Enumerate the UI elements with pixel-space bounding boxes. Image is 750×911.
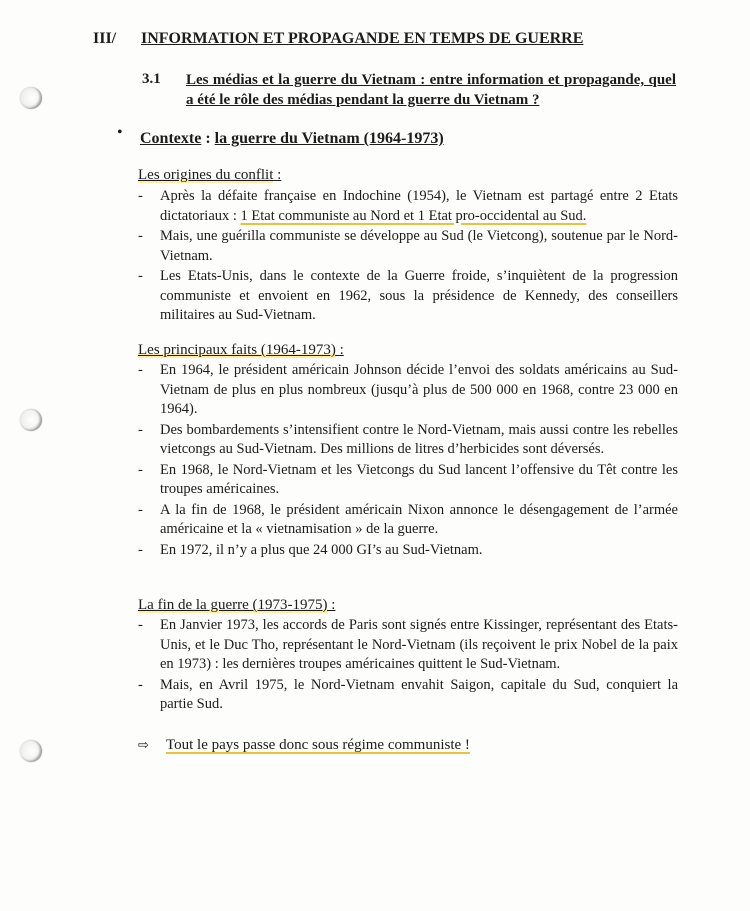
list-item: - A la fin de 1968, le président américain Nixon annonce le désengagement de l’armée américaine et la « vietnamisation » de la guerre. xyxy=(138,501,678,537)
subsection-number: 3.1 xyxy=(142,71,161,87)
list-item: - En Janvier 1973, les accords de Paris sont signés entre Kissinger, représentant des Etats-Unis, et le Duc Tho, représentant le Nord-Vietnam (ils reçoivent le prix Nobel de la paix en 1973) : les dernières troupes américaines quittent le Sud-Vietnam. xyxy=(138,617,678,672)
list-item: - En 1972, il n’y a plus que 24 000 GI’s au Sud-Vietnam. xyxy=(138,541,483,558)
context-bullet: • xyxy=(117,124,123,141)
context-title: la guerre du Vietnam (1964-1973) xyxy=(214,130,444,147)
end-list xyxy=(138,616,678,716)
facts-list xyxy=(138,361,678,561)
conclusion-line xyxy=(138,737,470,754)
origins-heading-text: Les origines du conflit xyxy=(138,167,274,183)
context-line xyxy=(140,130,444,148)
list-item: - En 1968, le Nord-Vietnam et les Vietcongs du Sud lancent l’offensive du Têt contre les troupes américaines. xyxy=(138,461,678,497)
list-item: - Mais, en Avril 1975, le Nord-Vietnam envahit Saigon, capitale du Sud, conquiert la partie Sud. xyxy=(138,676,678,712)
list-item: - En 1964, le président américain Johnson décide l’envoi des soldats américains au Sud-Vietnam de plus en plus nombreux (jusqu’à plus de 500 000 en 1968, contre 23 000 en 1964). xyxy=(138,362,678,417)
end-heading-text: La fin de la guerre (1973-1975) xyxy=(138,597,328,613)
section-title: INFORMATION ET PROPAGANDE EN TEMPS DE GUERRE xyxy=(141,30,584,47)
arrow-right-icon: ⇨ xyxy=(138,738,149,753)
origins-list xyxy=(138,187,678,327)
list-item: - Après la défaite française en Indochine (1954), le Vietnam est partagé entre 2 Etats dictatoriaux : 1 Etat communiste au Nord et 1 Etat pro-occidental au Sud. xyxy=(138,188,678,224)
punch-hole-middle xyxy=(20,409,42,431)
conclusion-text: Tout le pays passe donc sous régime communiste ! xyxy=(166,737,470,753)
section-number: III/ xyxy=(93,30,117,47)
facts-heading: Les principaux faits (1964-1973) : xyxy=(138,342,344,358)
context-separator: : xyxy=(201,130,215,147)
highlighted-text: 1 Etat communiste au Nord et 1 Etat pro-occidental au Sud. xyxy=(240,207,587,224)
punch-hole-top xyxy=(20,87,42,109)
context-label: Contexte xyxy=(140,130,202,147)
list-item: - Des bombardements s’intensifient contre le Nord-Vietnam, mais aussi contre les rebelles vietcongs au Sud-Vietnam. Des millions de litres d’herbicides sont déversés. xyxy=(138,421,678,457)
facts-heading-text: Les principaux faits (1964-1973) xyxy=(138,342,336,358)
end-heading: La fin de la guerre (1973-1975) : xyxy=(138,597,336,613)
list-item: - Les Etats-Unis, dans le contexte de la Guerre froide, s’inquiètent de la progression communiste et envoient en 1962, sous la présidence de Kennedy, des conseillers militaires au Sud-Vietnam. xyxy=(138,268,678,323)
subsection-question: Les médias et la guerre du Vietnam : entre information et propagande, quel a été le rôle des médias pendant la guerre du Vietnam ? xyxy=(186,72,676,108)
punch-hole-bottom xyxy=(20,740,42,762)
list-item: - Mais, une guérilla communiste se développe au Sud (le Vietcong), soutenue par le Nord-Vietnam. xyxy=(138,228,678,264)
origins-heading: Les origines du conflit : xyxy=(138,167,282,183)
